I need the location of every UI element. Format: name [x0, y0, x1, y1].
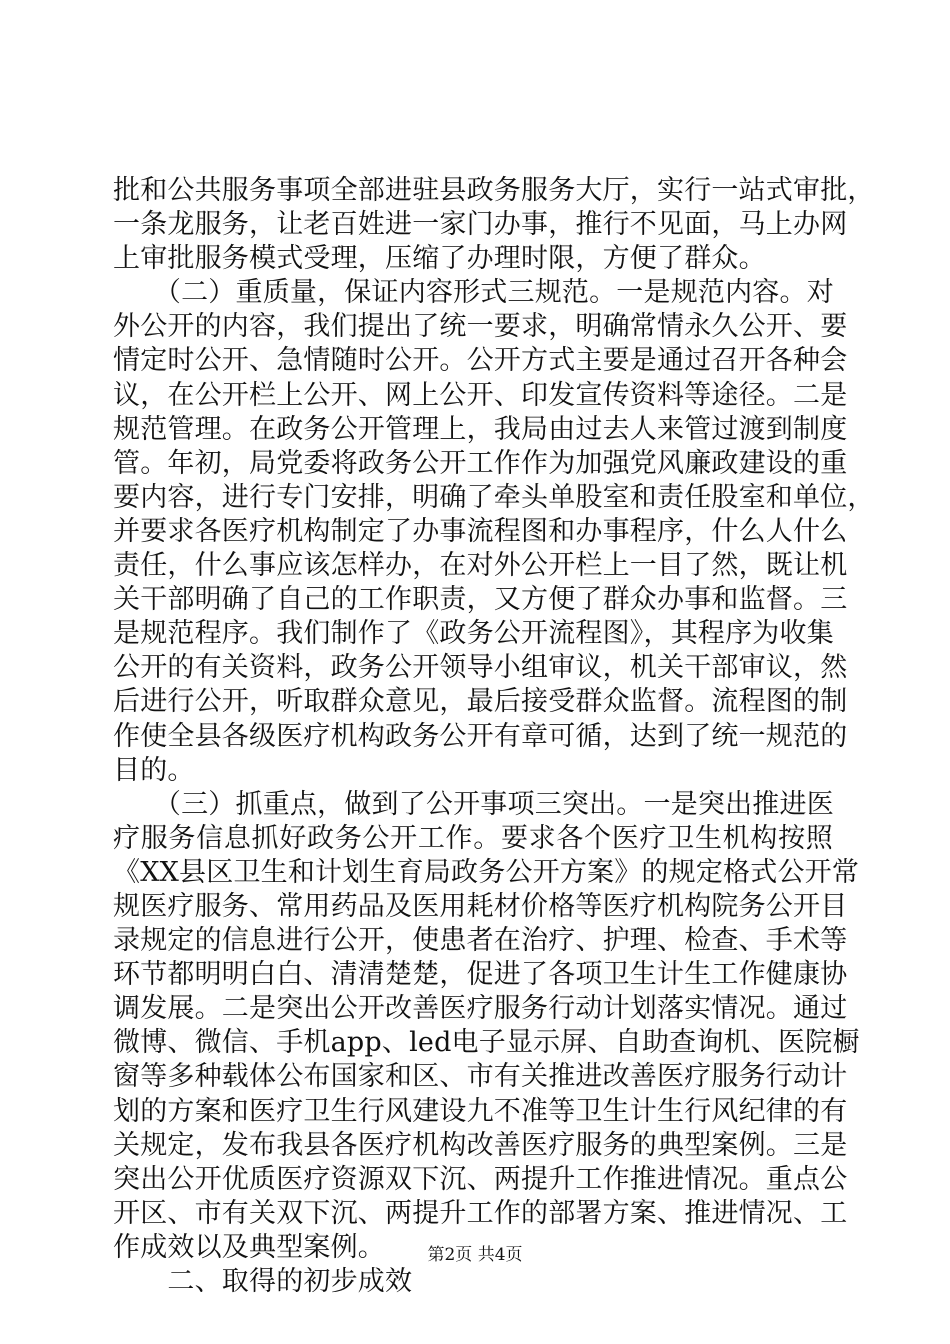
text-line: 议，在公开栏上公开、网上公开、印发宣传资料等途径。二是 [113, 379, 848, 411]
text-line: 规医疗服务、常用药品及医用耗材价格等医疗机构院务公开目 [113, 890, 848, 922]
text-line: 外公开的内容，我们提出了统一要求，明确常情永久公开、要 [113, 311, 848, 343]
text-line: 关规定，发布我县各医疗机构改善医疗服务的典型案例。三是 [113, 1129, 848, 1161]
text-line: 规范管理。在政务公开管理上，我局由过去人来管过渡到制度 [113, 413, 848, 445]
text-line: 突出公开优质医疗资源双下沉、两提升工作推进情况。重点公 [113, 1163, 848, 1195]
text-line: 二、取得的初步成效 [113, 1266, 413, 1297]
text-line: 要内容，进行专门安排，明确了牵头单股室和责任股室和单位， [113, 481, 875, 513]
text-line: 开区、市有关双下沉、两提升工作的部署方案、推进情况、工 [113, 1197, 848, 1229]
text-line: 作成效以及典型案例。 [113, 1231, 385, 1263]
text-line: 批和公共服务事项全部进驻县政务服务大厅，实行一站式审批， [113, 175, 875, 206]
text-line: 目的。 [113, 754, 195, 786]
document-body [113, 174, 875, 1299]
text-line: 录规定的信息进行公开，使患者在治疗、护理、检查、手术等 [113, 925, 848, 957]
text-line: 关干部明确了自己的工作职责，又方便了群众办事和监督。三 [113, 584, 848, 616]
text-line: 后进行公开，听取群众意见，最后接受群众监督。流程图的制 [113, 686, 848, 718]
text-line: 《XX县区卫生和计划生育局政务公开方案》的规定格式公开常 [113, 856, 860, 888]
text-line: 作使全县各级医疗机构政务公开有章可循，达到了统一规范的 [113, 720, 848, 752]
text-line: 管。年初，局党委将政务公开工作作为加强党风廉政建设的重 [113, 447, 848, 479]
text-line: 责任，什么事应该怎样办，在对外公开栏上一目了然，既让机 [113, 550, 848, 582]
text-line: 窗等多种载体公布国家和区、市有关推进改善医疗服务行动计 [113, 1061, 848, 1093]
text-line: 环节都明明白白、清清楚楚，促进了各项卫生计生工作健康协 [113, 959, 848, 991]
text-line: 调发展。二是突出公开改善医疗服务行动计划落实情况。通过 [113, 993, 848, 1025]
text-line: （二）重质量，保证内容形式三规范。一是规范内容。对 [113, 277, 834, 309]
text-line: 疗服务信息抓好政务公开工作。要求各个医疗卫生机构按照 [113, 822, 833, 854]
text-line: 上审批服务模式受理，压缩了办理时限，方便了群众。 [113, 243, 766, 275]
text-line: 并要求各医疗机构制定了办事流程图和办事程序，什么人什么 [113, 515, 848, 547]
text-line: （三）抓重点，做到了公开事项三突出。一是突出推进医 [113, 788, 834, 820]
text-line: 划的方案和医疗卫生行风建设九不准等卫生计生行风纪律的有 [113, 1095, 848, 1127]
text-line: 公开的有关资料，政务公开领导小组审议，机关干部审议，然 [113, 652, 848, 684]
text-line: 是规范程序。我们制作了《政务公开流程图》，其程序为收集 [113, 618, 834, 650]
text-line: 微博、微信、手机app、led电子显示屏、自助查询机、医院橱 [113, 1027, 860, 1059]
page-footer: 第2页 共4页 [427, 1245, 523, 1265]
text-line: 情定时公开、急情随时公开。公开方式主要是通过召开各种会 [113, 345, 848, 377]
text-line: 一条龙服务，让老百姓进一家门办事，推行不见面，马上办网 [113, 209, 848, 241]
